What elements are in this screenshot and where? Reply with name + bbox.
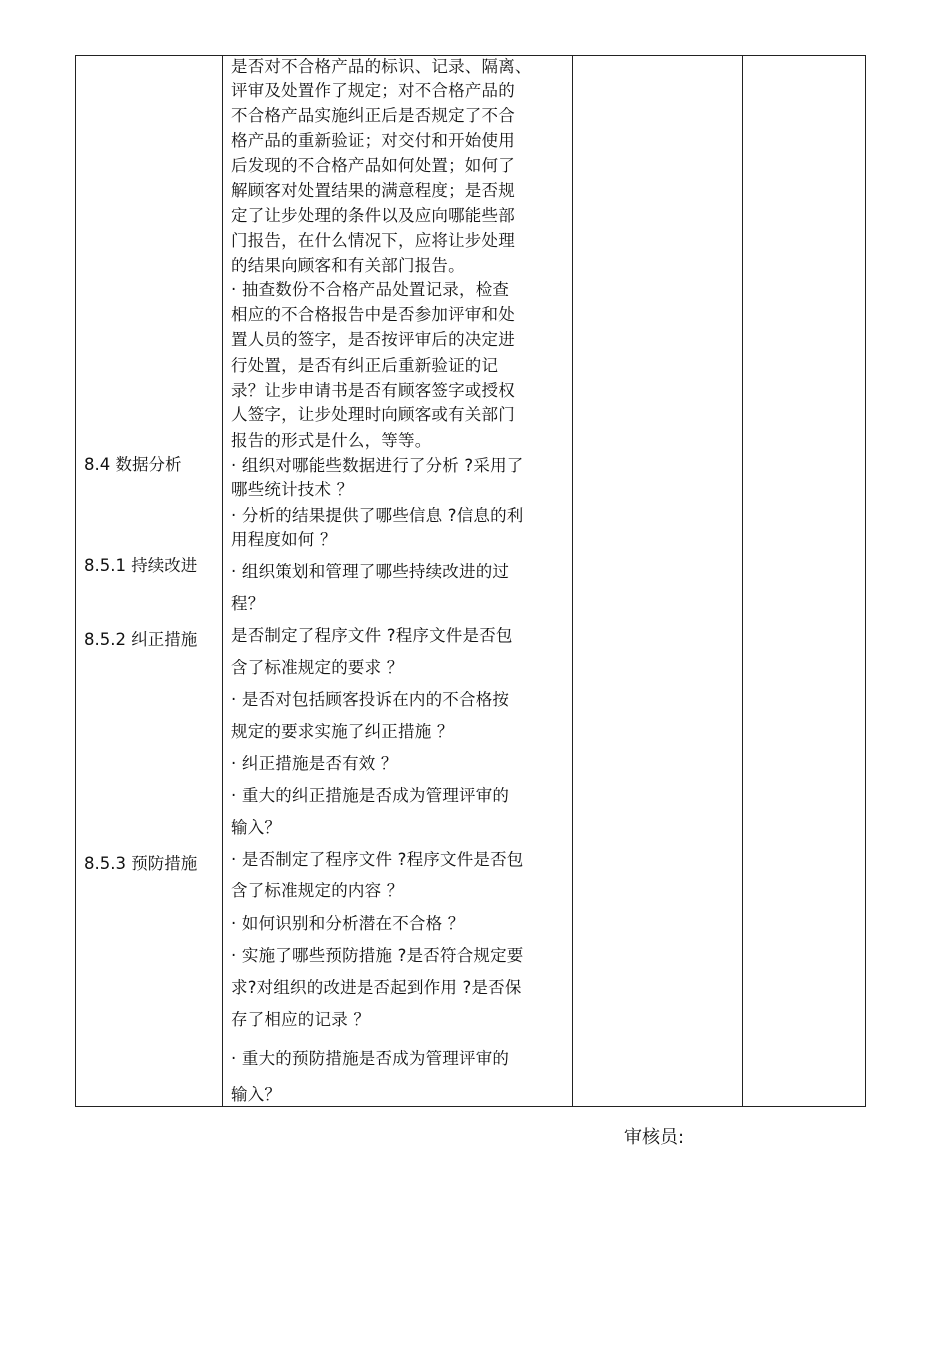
audit-checklist-table <box>75 55 866 1107</box>
auditor-signature-label: 审核员: <box>624 1127 685 1148</box>
check-line: 程？ <box>231 594 265 613</box>
check-line: · 分析的结果提供了哪些信息 ?信息的利 <box>231 506 524 525</box>
check-line: 录？让步申请书是否有顾客签字或授权 <box>231 381 515 400</box>
clause-8-4: 8.4 数据分析 <box>84 455 182 474</box>
check-line: 置人员的签字，是否按评审后的决定进 <box>231 330 515 349</box>
check-line: · 是否对包括顾客投诉在内的不合格按 <box>231 690 510 709</box>
check-line: · 纠正措施是否有效 ？ <box>231 754 398 773</box>
check-line: 后发现的不合格产品如何处置；如何了 <box>231 156 515 175</box>
check-line: 不合格产品实施纠正后是否规定了不合 <box>231 106 515 125</box>
check-line: 评审及处置作了规定；对不合格产品的 <box>231 81 515 100</box>
check-line: · 是否制定了程序文件 ?程序文件是否包 <box>231 850 524 869</box>
check-line: 解顾客对处置结果的满意程度；是否规 <box>231 181 515 200</box>
check-line: 哪些统计技术 ？ <box>231 480 354 499</box>
check-line: · 实施了哪些预防措施 ?是否符合规定要 <box>231 946 524 965</box>
clause-8-5-3: 8.5.3 预防措施 <box>84 854 198 873</box>
check-line: 用程度如何 ？ <box>231 530 337 549</box>
check-line: 行处置，是否有纠正后重新验证的记 <box>231 356 499 375</box>
check-line: 的结果向顾客和有关部门报告。 <box>231 256 465 275</box>
check-line: 门报告，在什么情况下，应将让步处理 <box>231 231 515 250</box>
check-line: 求?对组织的改进是否起到作用 ?是否保 <box>231 978 522 997</box>
check-line: 相应的不合格报告中是否参加评审和处 <box>231 305 515 324</box>
check-line: · 重大的纠正措施是否成为管理评审的 <box>231 786 510 805</box>
check-line: 是否对不合格产品的标识、记录、隔离、 <box>231 57 532 76</box>
column-divider-2 <box>572 56 573 1106</box>
clause-8-5-2: 8.5.2 纠正措施 <box>84 630 198 649</box>
check-line: 规定的要求实施了纠正措施 ？ <box>231 722 454 741</box>
check-line: · 如何识别和分析潜在不合格 ？ <box>231 914 465 933</box>
column-divider-3 <box>742 56 743 1106</box>
check-line: 存了相应的记录 ？ <box>231 1010 371 1029</box>
check-line: · 组织策划和管理了哪些持续改进的过 <box>231 562 510 581</box>
check-line: 输入？ <box>231 818 282 837</box>
check-line: 是否制定了程序文件 ?程序文件是否包 <box>231 626 513 645</box>
check-line: · 组织对哪能些数据进行了分析 ?采用了 <box>231 456 524 475</box>
check-line: 含了标准规定的内容 ？ <box>231 881 404 900</box>
check-line: · 抽查数份不合格产品处置记录，检查 <box>231 280 510 299</box>
check-line: 报告的形式是什么，等等。 <box>231 431 432 450</box>
check-line: 人签字，让步处理时向顾客或有关部门 <box>231 405 515 424</box>
check-line: 定了让步处理的条件以及应向哪能些部 <box>231 206 515 225</box>
clause-8-5-1: 8.5.1 持续改进 <box>84 556 198 575</box>
check-line: 输入？ <box>231 1085 282 1104</box>
check-line: 含了标准规定的要求 ？ <box>231 658 404 677</box>
check-line: · 重大的预防措施是否成为管理评审的 <box>231 1049 510 1068</box>
column-divider-1 <box>222 56 223 1106</box>
check-line: 格产品的重新验证；对交付和开始使用 <box>231 131 515 150</box>
